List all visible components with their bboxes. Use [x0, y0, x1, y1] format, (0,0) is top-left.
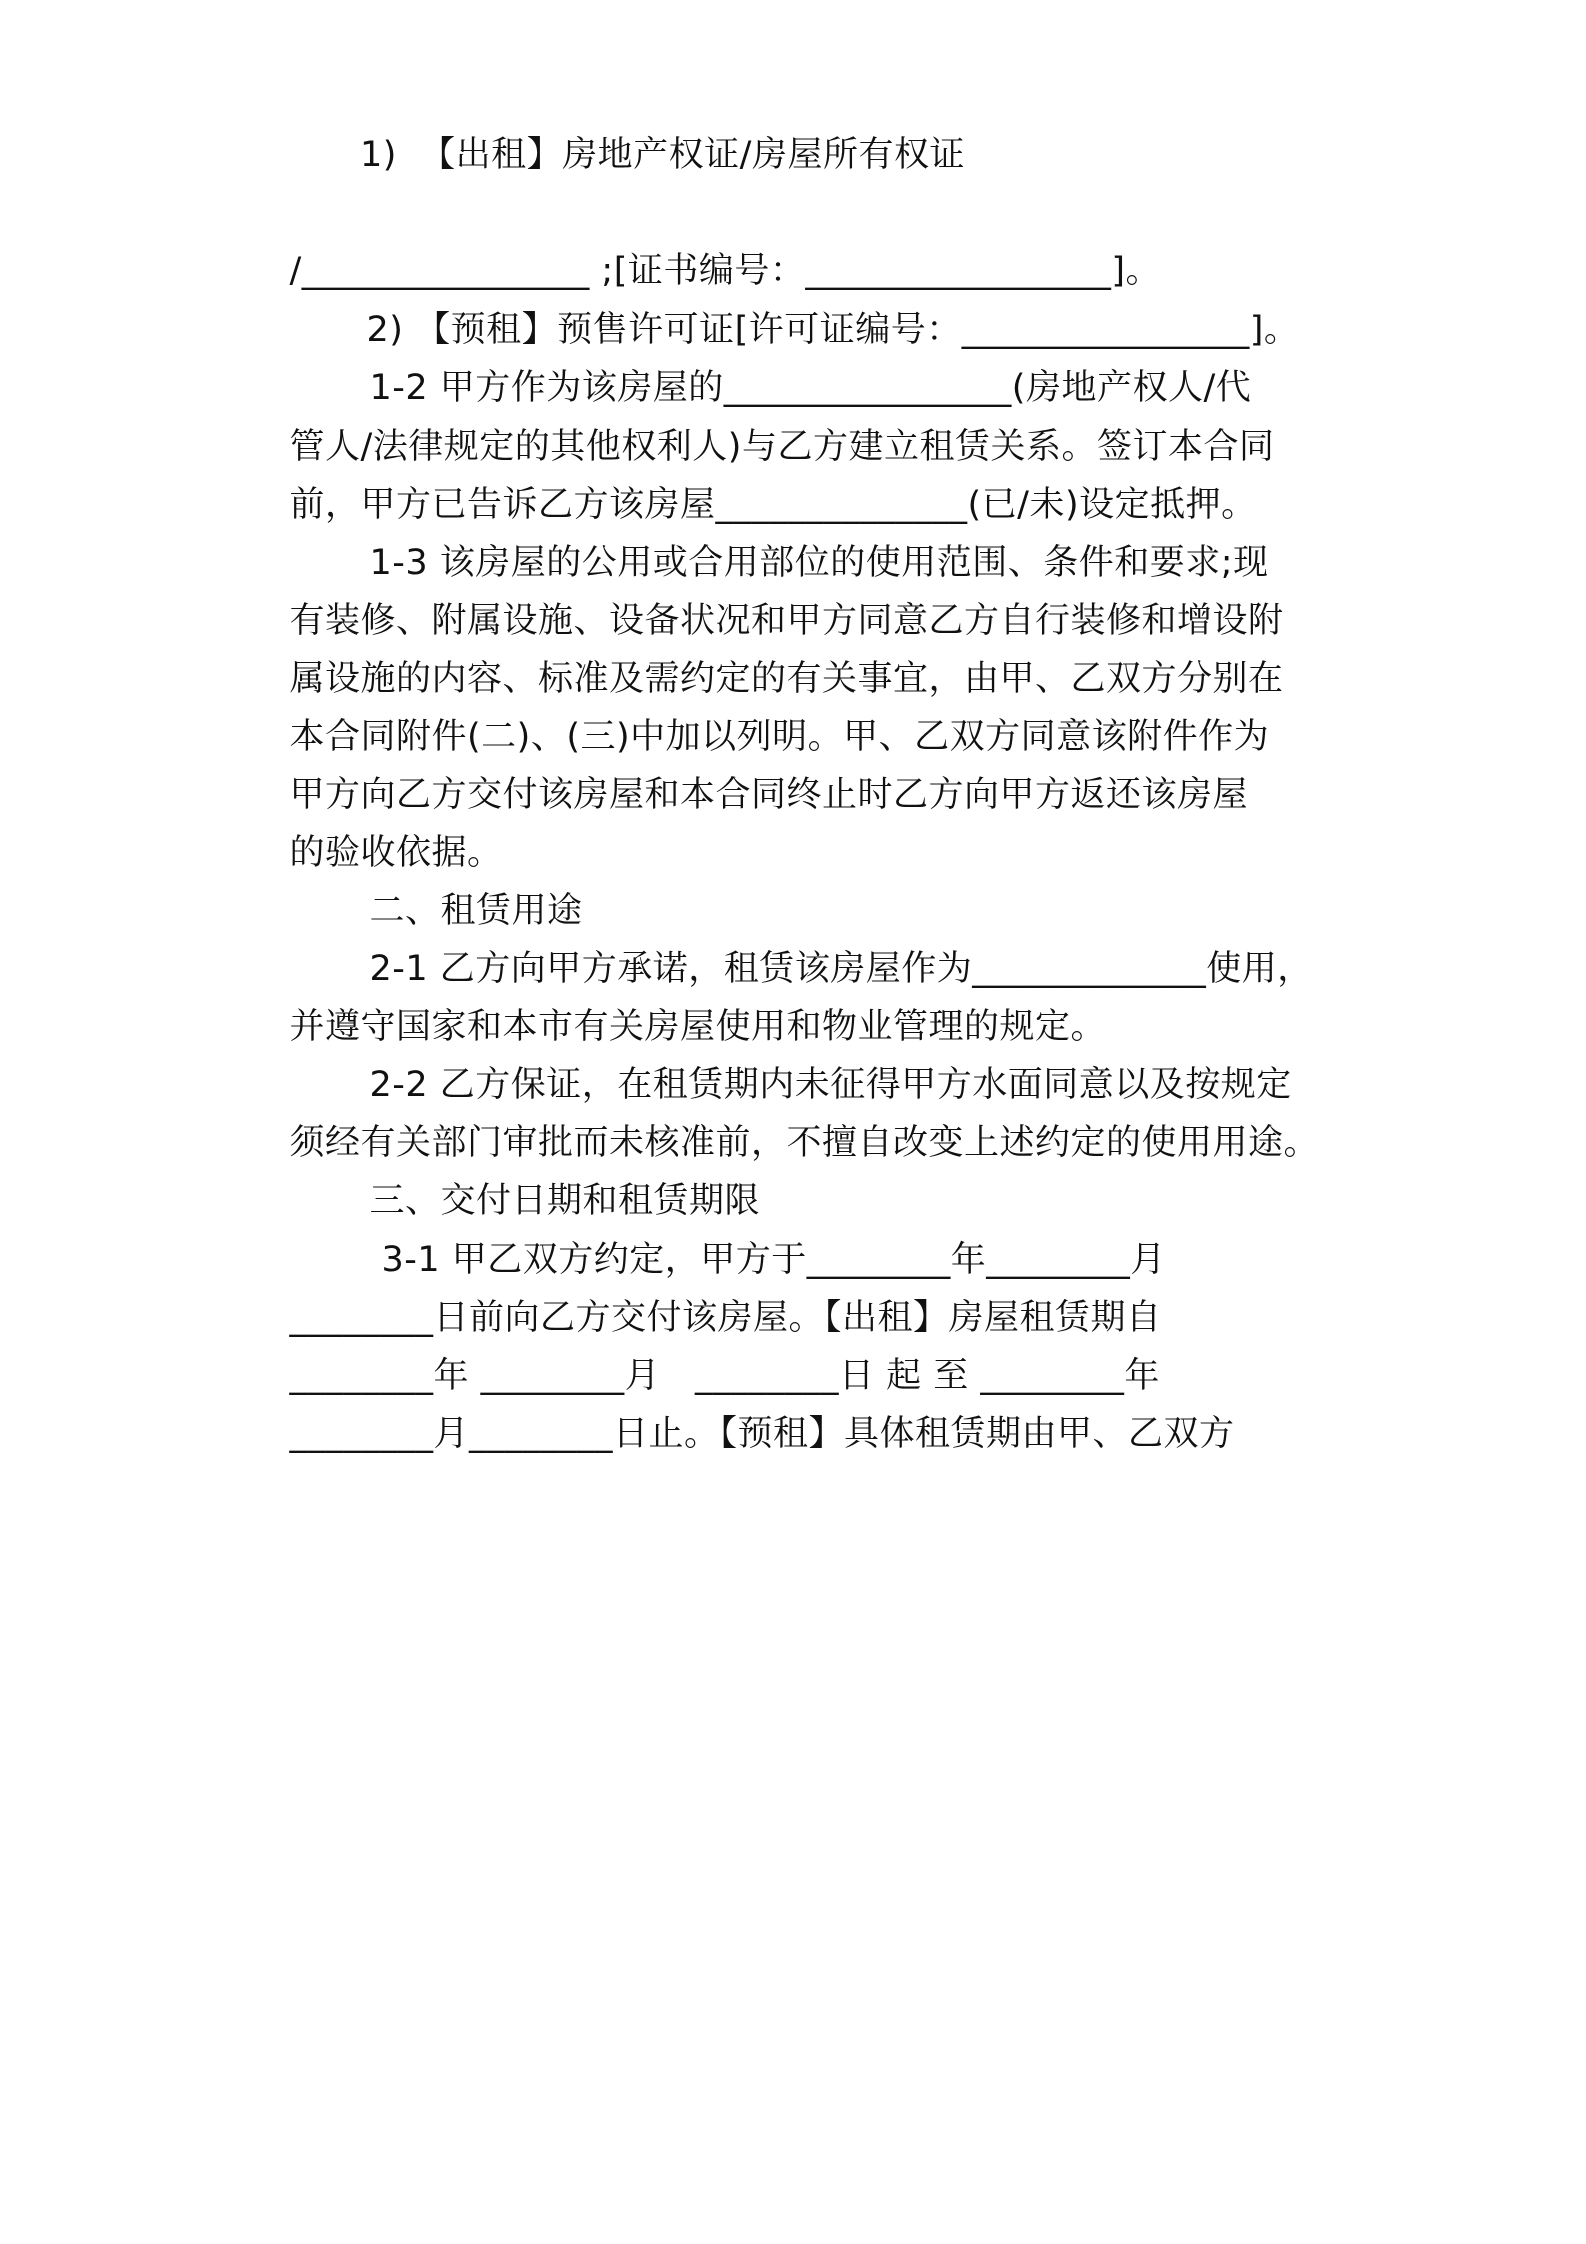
- text-line-22: ________月________日止。【预租】具体租赁期由甲、乙双方: [289, 1414, 1235, 1454]
- text-line-7: 1-3 该房屋的公用或合用部位的使用范围、条件和要求;现: [369, 543, 1269, 583]
- text-line-3: 2) 【预租】预售许可证[许可证编号：________________]。: [366, 310, 1300, 350]
- text-line-15: 并遵守国家和本市有关房屋使用和物业管理的规定。: [289, 1007, 1107, 1047]
- text-line-10: 本合同附件(二)、(三)中加以列明。甲、乙双方同意该附件作为: [289, 717, 1270, 757]
- text-line-11: 甲方向乙方交付该房屋和本合同终止时乙方向甲方返还该房屋: [289, 775, 1249, 815]
- text-line-13: 二、租赁用途: [369, 891, 583, 931]
- text-line-12: 的验收依据。: [289, 833, 503, 873]
- text-line-21: ________年 ________月 ________日 起 至 ________年: [289, 1356, 1160, 1396]
- text-line-20: ________日前向乙方交付该房屋。【出租】房屋租赁期自: [289, 1298, 1162, 1338]
- text-line-6: 前，甲方已告诉乙方该房屋______________(已/未)设定抵押。: [289, 485, 1257, 525]
- text-line-14: 2-1 乙方向甲方承诺，租赁该房屋作为_____________使用，: [369, 949, 1313, 989]
- text-line-2: /________________ ;[证书编号：_________________]。: [289, 251, 1162, 291]
- text-line-4: 1-2 甲方作为该房屋的________________(房地产权人/代: [369, 368, 1252, 408]
- clause-3-1-cont-3: [243, 1359, 1363, 1509]
- text-line-19: 3-1 甲乙双方约定，甲方于________年________月: [381, 1240, 1166, 1280]
- text-line-9: 属设施的内容、标准及需约定的有关事宜，由甲、乙双方分别在: [289, 659, 1284, 699]
- text-line-5: 管人/法律规定的其他权利人)与乙方建立租赁关系。签订本合同: [289, 427, 1275, 467]
- text-line-17: 须经有关部门审批而未核准前，不擅自改变上述约定的使用用途。: [289, 1123, 1320, 1163]
- text-line-16: 2-2 乙方保证，在租赁期内未征得甲方水面同意以及按规定: [369, 1065, 1292, 1105]
- clause-1-1-1: [360, 130, 1363, 180]
- text-line-1: 1) 【出租】房地产权证/房屋所有权证: [360, 135, 965, 175]
- text-line-18: 三、交付日期和租赁期限: [369, 1181, 761, 1221]
- text-line-8: 有装修、附属设施、设备状况和甲方同意乙方自行装修和增设附: [289, 601, 1284, 641]
